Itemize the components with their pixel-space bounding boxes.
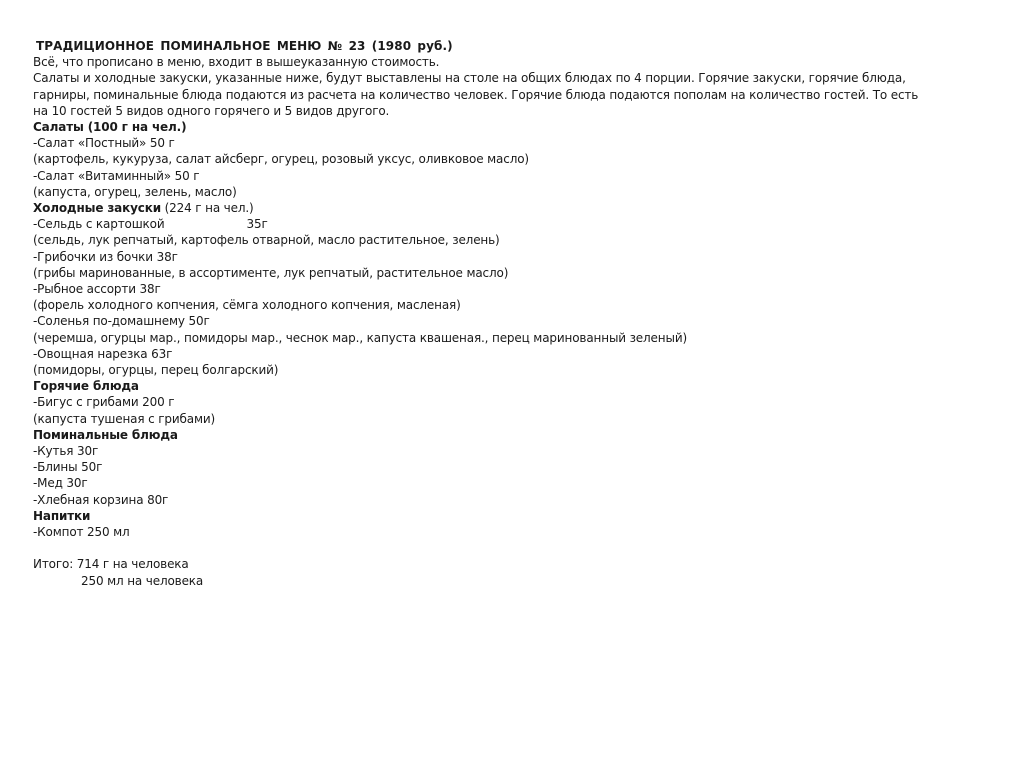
intro-line: гарниры, поминальные блюда подаются из расчета на количество человек. Горячие блюда подаются пополам на количество гостей. То есть: [33, 87, 919, 102]
menu-line: -Компот 250 мл: [33, 525, 130, 540]
menu-line: -Бигус с грибами 200 г: [33, 395, 175, 410]
intro-line: Всё, что прописано в меню, входит в вышеуказанную стоимость.: [33, 55, 440, 70]
menu-line: (капуста, огурец, зелень, масло): [33, 184, 237, 199]
cold-heading-note: (224 г на чел.): [160, 201, 254, 216]
first-item-weight: 35г: [246, 217, 268, 232]
total-line: 250 мл на человека: [81, 573, 204, 588]
memorial-dishes-heading: Поминальные блюда: [33, 427, 178, 442]
menu-line: [33, 216, 953, 232]
hot-dishes-heading: Горячие блюда: [33, 379, 139, 394]
menu-line: -Соленья по-домашнему 50г: [33, 314, 210, 329]
salads-heading: Салаты (100 г на чел.): [33, 120, 187, 135]
menu-line: -Овощная нарезка 63г: [33, 346, 173, 361]
menu-line: -Мед 30г: [33, 476, 88, 491]
menu-document: [33, 38, 953, 589]
drinks-heading: Напитки: [33, 508, 91, 523]
menu-title: ТРАДИЦИОННОЕ ПОМИНАЛЬНОЕ МЕНЮ № 23 (1980 руб.): [36, 39, 453, 53]
intro-line: на 10 гостей 5 видов одного горячего и 5 видов другого.: [33, 103, 390, 118]
blank-line: [33, 540, 953, 556]
menu-line: (черемша, огурцы мар., помидоры мар., чеснок мар., капуста квашеная., перец маринованный зеленый): [33, 330, 687, 345]
total-line: Итого: 714 г на человека: [33, 557, 189, 572]
first-item-name: -Сельдь с картошкой: [33, 217, 165, 232]
menu-line: -Грибочки из бочки 38г: [33, 249, 178, 264]
menu-line: (форель холодного копчения, сёмга холодного копчения, масленая): [33, 298, 461, 313]
menu-line: -Хлебная корзина 80г: [33, 492, 169, 507]
menu-line: (помидоры, огурцы, перец болгарский): [33, 363, 279, 378]
menu-line: (картофель, кукуруза, салат айсберг, огурец, розовый уксус, оливковое масло): [33, 152, 529, 167]
cold-appetizers-heading: [33, 200, 953, 216]
menu-line: -Блины 50г: [33, 460, 103, 475]
intro-line: Салаты и холодные закуски, указанные ниже, будут выставлены на столе на общих блюдах по 4 порции. Горячие закуски, горячие блюда,: [33, 71, 906, 86]
menu-line: (сельдь, лук репчатый, картофель отварной, масло растительное, зелень): [33, 233, 500, 248]
menu-line: -Рыбное ассорти 38г: [33, 282, 161, 297]
menu-line: -Салат «Постный» 50 г: [33, 136, 175, 151]
menu-line: (капуста тушеная с грибами): [33, 411, 216, 426]
menu-line: -Салат «Витаминный» 50 г: [33, 168, 200, 183]
cold-heading-label: Холодные закуски: [33, 201, 161, 216]
menu-line: (грибы маринованные, в ассортименте, лук репчатый, растительное масло): [33, 265, 509, 280]
menu-line: -Кутья 30г: [33, 444, 99, 459]
